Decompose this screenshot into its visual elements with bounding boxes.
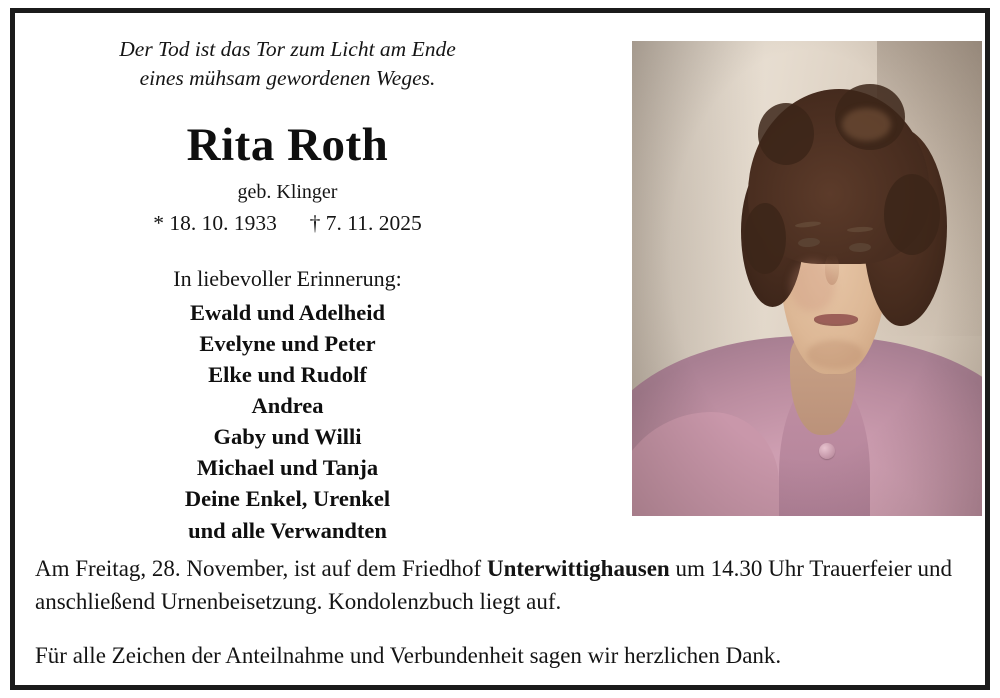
family-member: Elke und Rudolf (208, 362, 367, 388)
family-member: Andrea (251, 393, 324, 419)
motto-line-2: eines mühsam gewordenen Weges. (139, 65, 436, 90)
family-member: und alle Verwandten (188, 517, 387, 543)
family-member: Evelyne und Peter (199, 331, 376, 357)
memory-heading: In liebevoller Erinnerung: (173, 266, 402, 292)
life-dates (15, 211, 560, 236)
text-column (15, 13, 560, 546)
family-member: Deine Enkel, Urenkel (184, 486, 391, 512)
deceased-name: Rita Roth (186, 119, 389, 172)
photo-vignette (632, 41, 982, 516)
upper-section (15, 13, 985, 541)
service-text-after: um 14.30 Uhr Trauerfeier und anschließend Urnenbeisetzung. Kondolenzbuch liegt auf. (35, 556, 953, 614)
service-text-before: Am Freitag, 28. November, ist auf dem Friedhof (35, 556, 487, 581)
motto-line-1: Der Tod ist das Tor zum Licht am Ende (119, 37, 456, 61)
portrait-photo (632, 41, 982, 516)
lower-section (15, 553, 985, 673)
family-member: Ewald und Adelheid (189, 300, 386, 326)
notice-content (15, 13, 985, 685)
birth-date: * 18. 10. 1933 (153, 211, 277, 236)
family-list (15, 297, 560, 545)
portrait-image (632, 41, 982, 516)
service-location: Unterwittighausen (486, 556, 670, 581)
maiden-name: geb. Klinger (237, 181, 338, 204)
family-member: Gaby und Willi (213, 424, 362, 450)
death-date: † 7. 11. 2025 (309, 211, 422, 236)
thanks-text: Für alle Zeichen der Anteilnahme und Verbundenheit sagen wir herzlichen Dank. (35, 643, 782, 669)
motto (15, 35, 560, 92)
service-details (35, 553, 965, 618)
family-member: Michael und Tanja (196, 455, 379, 481)
